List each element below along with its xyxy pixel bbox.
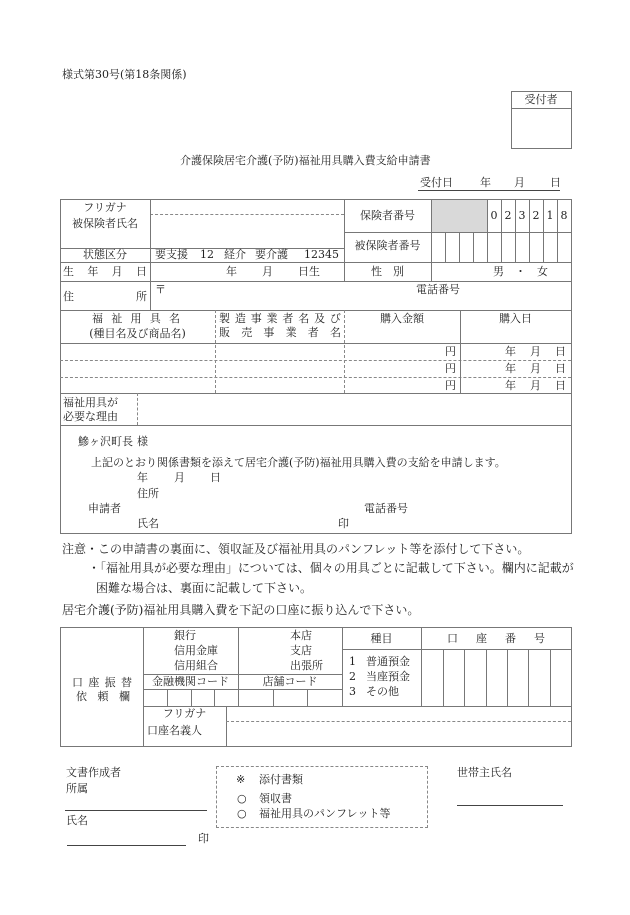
postal-mark: 〒 (155, 283, 166, 296)
header-char: 用 (130, 312, 142, 325)
institution-code-label: 金融機関コード (152, 675, 229, 688)
birth-label-char: 日 (135, 265, 147, 278)
applicant-name-label: 氏名 (137, 517, 159, 530)
table-line (528, 649, 529, 706)
branch-code-label: 店舗コード (262, 675, 318, 688)
vendor-header-line1 (219, 313, 341, 325)
table-line (443, 649, 444, 706)
declaration-year: 年 (137, 471, 148, 484)
insurer-number-digit: 0 (490, 208, 498, 222)
header-char: 事 (250, 312, 262, 325)
birth-label-char: 月 (111, 265, 123, 278)
preparer-seal-label: 印 (198, 832, 209, 845)
bank-section-label-line1 (72, 677, 132, 689)
receiver-box-divider (511, 108, 571, 109)
account-type-no: 2 (349, 670, 356, 683)
sex-options: 男 ・ 女 (493, 264, 548, 278)
table-line (226, 706, 227, 746)
care-level-option: 要介護 (255, 248, 288, 261)
attachment-item-mark: ○ (237, 807, 247, 820)
table-line (60, 425, 571, 426)
note-line-1: 注意・この申請書の裏面に、領収証及び福祉用具のパンフレット等を添付して下さい。 (62, 542, 530, 556)
header-char: 事 (263, 326, 275, 339)
header-char: 造 (234, 312, 246, 325)
label-char: 替 (120, 676, 132, 689)
householder-label: 世帯主氏名 (457, 766, 512, 779)
addressee: 鰺ヶ沢町長 (78, 435, 133, 448)
row-year-unit: 年 (505, 379, 516, 392)
care-level-option: 12 (200, 248, 214, 261)
reception-date-label: 受付日 (420, 176, 453, 189)
preparer-label: 文書作成者 (66, 766, 121, 779)
attachment-item-pamphlet: 福祉用具のパンフレット等 (259, 807, 391, 820)
applicant-seal-label: 印 (338, 517, 349, 530)
transfer-instruction: 居宅介護(予防)福祉用具購入費を下記の口座に振り込んで下さい。 (62, 603, 420, 617)
birth-month-unit: 月 (262, 265, 273, 278)
care-level-option: 要支援 (155, 248, 188, 261)
table-line (342, 649, 571, 650)
applicant-phone-label: 電話番号 (364, 502, 408, 515)
purchase-amount-header: 購入金額 (380, 311, 424, 325)
table-line (60, 281, 571, 282)
table-line (486, 649, 487, 706)
purchase-date-header: 購入日 (499, 311, 532, 325)
table-dashed-line (215, 310, 216, 393)
table-line (143, 689, 342, 690)
label-char: 口 (72, 676, 83, 689)
reception-date-day: 日 (550, 176, 561, 189)
header-char: 番 (505, 632, 516, 645)
header-char: 具 (149, 312, 161, 325)
care-level-label: 状態区分 (83, 248, 127, 261)
label-char: 座 (88, 676, 100, 689)
birth-day-unit: 日生 (298, 265, 320, 278)
table-line (507, 649, 508, 706)
row-month-unit: 月 (530, 379, 541, 392)
reception-date-year: 年 (480, 176, 491, 189)
table-line (238, 627, 239, 706)
table-dashed-line (60, 377, 571, 378)
address-label-char: 住 (63, 290, 74, 303)
birth-year-unit: 年 (226, 265, 237, 278)
header-char: 座 (476, 632, 487, 645)
insurer-number-digit: 2 (532, 208, 540, 222)
account-type-no: 3 (349, 685, 356, 698)
table-line (307, 689, 308, 706)
insured-number-label: 被保険者番号 (354, 239, 421, 252)
table-line (459, 232, 460, 262)
header-char: 者 (282, 312, 294, 325)
header-char: 口 (447, 632, 458, 645)
bank-section-label-line2 (76, 691, 130, 703)
account-type-other: その他 (366, 685, 399, 698)
address-label-char: 所 (136, 290, 147, 303)
table-line (273, 689, 274, 706)
row-day-unit: 日 (555, 345, 566, 358)
holder-furigana-label: フリガナ (162, 706, 207, 720)
phone-label: 電話番号 (416, 283, 460, 296)
table-line (445, 232, 446, 262)
attachments-title: 添付書類 (259, 773, 303, 786)
care-level-option: 経介 (224, 248, 246, 261)
header-char: 及 (314, 312, 326, 325)
insurer-number-digit: 1 (546, 208, 554, 222)
institution-type-bank: 銀行 (174, 629, 196, 642)
insurer-number-label: 保険者番号 (360, 208, 415, 222)
header-char: 福 (92, 312, 103, 325)
affiliation-underline (65, 810, 207, 811)
applicant-label: 申請者 (88, 502, 121, 515)
table-line (167, 689, 168, 706)
insurer-number-digit: 2 (504, 208, 512, 222)
table-line (431, 199, 432, 281)
header-char: 売 (241, 326, 253, 339)
table-dashed-line (60, 360, 571, 361)
furigana-dashed-line (150, 214, 344, 215)
reception-date-month: 月 (514, 176, 525, 189)
header-char: び (329, 312, 341, 325)
account-type-ordinary: 普通預金 (366, 655, 410, 668)
row-yen-unit: 円 (445, 379, 456, 392)
header-char: 名 (329, 326, 341, 339)
insurer-number-digit: 3 (518, 208, 526, 222)
table-line (150, 199, 151, 310)
header-char: 者 (307, 326, 319, 339)
declaration-month: 月 (174, 471, 185, 484)
declaration-statement: 上記のとおり関係書類を添えて居宅介護(予防)福祉用具購入費の支給を申請します。 (91, 456, 506, 469)
vendor-header-line2 (219, 327, 341, 339)
table-line (464, 649, 465, 706)
address-label (63, 291, 147, 303)
row-yen-unit: 円 (445, 345, 456, 358)
row-day-unit: 日 (555, 362, 566, 375)
row-month-unit: 月 (530, 345, 541, 358)
table-line (191, 689, 192, 706)
insurer-number-shaded-cell (432, 200, 487, 232)
birth-label-char: 年 (87, 265, 99, 278)
header-char: 業 (285, 326, 297, 339)
note-line-3: 困難な場合は、裏面に記載して下さい。 (96, 581, 313, 595)
label-char: 頼 (97, 690, 109, 703)
furigana-label: フリガナ (83, 201, 127, 214)
preparer-name-label: 氏名 (66, 814, 88, 827)
birth-date-label (63, 266, 147, 278)
institution-type-shinkin: 信用金庫 (174, 644, 218, 657)
branch-type-head-office: 本店 (290, 629, 312, 642)
table-line (421, 627, 422, 706)
row-month-unit: 月 (530, 362, 541, 375)
insurer-number-digit: 8 (560, 208, 568, 222)
header-char: 名 (298, 312, 310, 325)
branch-type-sub-office: 出張所 (290, 659, 323, 672)
reception-date-underline (418, 190, 560, 191)
holder-name-label: 口座名義人 (147, 724, 202, 737)
table-line (60, 343, 571, 344)
form-title: 介護保険居宅介護(予防)福祉用具購入費支給申請書 (180, 154, 431, 167)
householder-underline (457, 805, 563, 806)
insured-name-label: 被保険者氏名 (72, 217, 138, 230)
sex-label: 性 別 (371, 264, 404, 278)
header-char: 名 (169, 312, 180, 325)
care-level-option: 12345 (304, 248, 339, 261)
row-year-unit: 年 (505, 345, 516, 358)
account-type-header: 種目 (370, 631, 393, 645)
note-line-2: ・「福祉用具が必要な理由」については、個々の用具ごとに記載して下さい。欄内に記載が (88, 561, 574, 575)
row-year-unit: 年 (505, 362, 516, 375)
table-line (60, 310, 571, 311)
honorific: 様 (137, 435, 148, 448)
receiver-label: 受付者 (524, 93, 558, 106)
header-char: 業 (266, 312, 278, 325)
branch-type-branch: 支店 (290, 644, 312, 657)
reason-label-line1: 福祉用具が (63, 396, 118, 409)
equipment-name-subheader: (種目名及び商品名) (89, 326, 186, 340)
header-char: 号 (534, 632, 545, 645)
declaration-day: 日 (210, 471, 221, 484)
table-line (214, 689, 215, 706)
header-char: 製 (219, 312, 230, 325)
birth-label-char: 生 (63, 265, 74, 278)
form-number: 様式第30号(第18条関係) (62, 68, 187, 81)
header-char: 祉 (111, 312, 123, 325)
reason-label-line2: 必要な理由 (63, 410, 118, 423)
table-dashed-line (137, 393, 138, 425)
attachment-item-receipt: 領収書 (259, 792, 292, 805)
account-number-header (447, 633, 545, 645)
institution-type-credit-union: 信用組合 (174, 659, 218, 672)
account-type-checking: 当座預金 (366, 670, 410, 683)
applicant-address-label: 住所 (137, 487, 159, 500)
row-day-unit: 日 (555, 379, 566, 392)
label-char: 欄 (119, 690, 130, 703)
holder-furigana-dashed-line (226, 721, 571, 722)
attachment-item-mark: ○ (237, 792, 247, 805)
label-char: 依 (76, 690, 87, 703)
account-type-no: 1 (349, 655, 356, 668)
equipment-name-header (92, 313, 180, 325)
header-char: 販 (219, 326, 230, 339)
attachments-mark: ※ (236, 773, 246, 786)
affiliation-label: 所属 (66, 782, 88, 795)
table-line (550, 649, 551, 706)
row-yen-unit: 円 (445, 362, 456, 375)
table-line (473, 232, 474, 262)
preparer-name-underline (67, 845, 186, 846)
label-char: 振 (104, 676, 116, 689)
